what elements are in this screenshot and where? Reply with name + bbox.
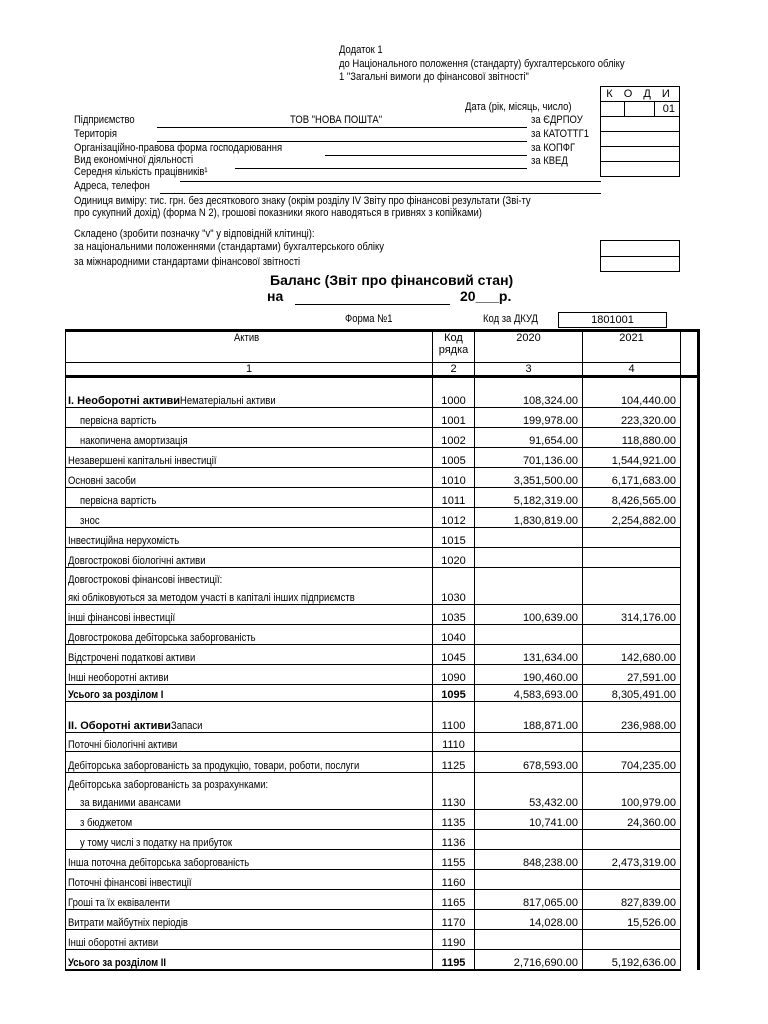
row-value-2021[interactable]: 5,192,636.00: [583, 950, 681, 970]
row-value-2021[interactable]: [583, 930, 681, 950]
report-year-label: 20___р.: [460, 288, 512, 304]
header-2021: 2021: [583, 331, 681, 363]
form-label: Форма №1: [345, 313, 393, 325]
table-row: [66, 810, 699, 830]
row-name: Запаси: [170, 720, 203, 732]
row-name: у тому числі з податку на прибуток: [80, 837, 233, 849]
row-value-2020[interactable]: [475, 548, 583, 568]
row-value-2021[interactable]: [583, 625, 681, 645]
row-code: 1195: [433, 950, 475, 970]
table-row: [66, 930, 699, 950]
row-value-2021[interactable]: [583, 568, 681, 605]
row-value-2021[interactable]: [583, 548, 681, 568]
enterprise-underline: [157, 127, 527, 128]
row-value-2020[interactable]: 190,460.00: [475, 665, 583, 685]
row-code: 1155: [433, 850, 475, 870]
row-value-2021[interactable]: [583, 830, 681, 850]
row-value-2020[interactable]: 100,639.00: [475, 605, 583, 625]
report-on-label: на: [267, 288, 284, 304]
codes-box: [600, 86, 680, 177]
international-standards-checkbox[interactable]: [600, 256, 680, 272]
row-code: 1000: [433, 377, 475, 408]
row-code: 1110: [433, 733, 475, 752]
date-year-cell[interactable]: [601, 102, 625, 116]
date-day-cell[interactable]: 01: [662, 103, 675, 115]
balance-table: [65, 329, 700, 971]
row-name: з бюджетом: [80, 817, 133, 829]
row-name: Довгострокові фінансові інвестиції:: [68, 574, 223, 586]
row-value-2021[interactable]: 1,544,921.00: [583, 448, 681, 468]
row-value-2021[interactable]: 2,473,319.00: [583, 850, 681, 870]
table-row: [66, 890, 699, 910]
table-row: [66, 910, 699, 930]
column-numbers-row: [66, 363, 699, 377]
row-value-2021[interactable]: 2,254,882.00: [583, 508, 681, 528]
row-code: 1090: [433, 665, 475, 685]
table-row: [66, 733, 699, 752]
row-value-2020[interactable]: [475, 733, 583, 752]
employees-label: Середня кількість працівників¹: [74, 166, 208, 178]
activity-label: Вид економічної діяльності: [74, 154, 194, 166]
row-code: 1136: [433, 830, 475, 850]
col-num-2: 2: [433, 363, 475, 377]
row-name: Інші оборотні активи: [68, 937, 159, 949]
row-value-2020[interactable]: 848,238.00: [475, 850, 583, 870]
table-row: [66, 548, 699, 568]
kopfg-label: за КОПФГ: [531, 142, 576, 154]
header-2020: 2020: [475, 331, 583, 363]
section-2-title: II. Оборотні активи: [68, 720, 171, 732]
address-label: Адреса, телефон: [74, 180, 150, 192]
row-code: 1130: [433, 773, 475, 810]
row-value-2021[interactable]: [583, 870, 681, 890]
row-name: накопичена амортизація: [80, 435, 188, 447]
row-value-2020[interactable]: 5,182,319.00: [475, 488, 583, 508]
row-name: знос: [80, 515, 100, 527]
row-value-2020[interactable]: [475, 870, 583, 890]
col-num-1: 1: [66, 363, 433, 377]
row-code: 1002: [433, 428, 475, 448]
table-row: [66, 428, 699, 448]
row-code: 1170: [433, 910, 475, 930]
table-row: [66, 568, 699, 605]
kved-label: за КВЕД: [531, 155, 568, 167]
dkud-value: 1801001: [558, 312, 667, 328]
row-value-2021[interactable]: 100,979.00: [583, 773, 681, 810]
table-header-row: [66, 331, 699, 363]
row-value-2020[interactable]: 817,065.00: [475, 890, 583, 910]
row-value-2021[interactable]: 236,988.00: [583, 702, 681, 733]
row-value-2020[interactable]: 1,830,819.00: [475, 508, 583, 528]
row-name: Поточні біологічні активи: [68, 739, 178, 751]
row-value-2021[interactable]: [583, 733, 681, 752]
row-value-2020[interactable]: [475, 568, 583, 605]
national-standards-checkbox[interactable]: [600, 240, 680, 257]
row-value-2020[interactable]: 701,136.00: [475, 448, 583, 468]
table-row: [66, 508, 699, 528]
row-code: 1015: [433, 528, 475, 548]
codes-title: К О Д И: [600, 86, 680, 101]
row-subname: за виданими авансами: [80, 797, 181, 809]
row-name: первісна вартість: [80, 495, 157, 507]
row-value-2021[interactable]: [583, 528, 681, 548]
date-cells: [600, 101, 680, 116]
row-code: 1020: [433, 548, 475, 568]
compiled-national-label: за національними положеннями (стандартами) бухгалтерського обліку: [74, 241, 384, 253]
row-value-2021[interactable]: 118,880.00: [583, 428, 681, 448]
appendix-line-2: до Національного положення (стандарту) бухгалтерського обліку: [339, 58, 625, 70]
row-subname: які обліковуються за методом участі в капіталі інших підприємств: [68, 592, 355, 604]
row-value-2021[interactable]: 6,171,683.00: [583, 468, 681, 488]
row-code: 1125: [433, 752, 475, 773]
row-name: Інші необоротні активи: [68, 672, 169, 684]
legal-form-label: Організаційно-правова форма господарювання: [74, 142, 283, 154]
employees-underline[interactable]: [180, 181, 601, 182]
territory-label: Територія: [74, 128, 118, 140]
enterprise-label: Підприємство: [74, 114, 135, 126]
row-value-2020[interactable]: 4,583,693.00: [475, 685, 583, 702]
report-title: Баланс (Звіт про фінансовий стан): [270, 272, 514, 288]
table-row: [66, 625, 699, 645]
row-value-2021[interactable]: 223,320.00: [583, 408, 681, 428]
row-value-2020[interactable]: [475, 625, 583, 645]
section-2-total-row: [66, 950, 699, 970]
row-value-2020[interactable]: 2,716,690.00: [475, 950, 583, 970]
row-name: інші фінансові інвестиції: [68, 612, 176, 624]
row-name: Інша поточна дебіторська заборгованість: [68, 857, 250, 869]
row-value-2021[interactable]: 704,235.00: [583, 752, 681, 773]
row-name: Усього за розділом II: [68, 956, 167, 969]
row-value-2020[interactable]: 3,351,500.00: [475, 468, 583, 488]
row-code: 1010: [433, 468, 475, 488]
row-name: Усього за розділом I: [68, 689, 164, 701]
table-row: [66, 468, 699, 488]
row-value-2021[interactable]: 24,360.00: [583, 810, 681, 830]
appendix-line-1: Додаток 1: [339, 44, 383, 56]
date-month-cell[interactable]: [625, 102, 655, 116]
table-row: [66, 377, 699, 408]
row-code: 1095: [433, 685, 475, 702]
row-name: первісна вартість: [80, 415, 157, 427]
row-code: 1040: [433, 625, 475, 645]
row-value-2021[interactable]: 827,839.00: [583, 890, 681, 910]
row-code: 1135: [433, 810, 475, 830]
edrpou-code-cell[interactable]: [600, 116, 680, 131]
address-underline[interactable]: [160, 193, 601, 194]
row-value-2021[interactable]: 8,426,565.00: [583, 488, 681, 508]
compiled-title: Складено (зробити позначку "v" у відповідній клітинці):: [74, 228, 315, 240]
row-value-2020[interactable]: 53,432.00: [475, 773, 583, 810]
row-name: Незавершені капітальні інвестиції: [68, 455, 217, 467]
row-value-2020[interactable]: 14,028.00: [475, 910, 583, 930]
row-code: 1100: [433, 702, 475, 733]
row-value-2021[interactable]: 15,526.00: [583, 910, 681, 930]
table-row: [66, 448, 699, 468]
row-code: 1035: [433, 605, 475, 625]
row-value-2021[interactable]: 8,305,491.00: [583, 685, 681, 702]
legal-form-underline[interactable]: [325, 155, 527, 156]
table-row: [66, 408, 699, 428]
table-row: [66, 850, 699, 870]
row-value-2021[interactable]: 27,591.00: [583, 665, 681, 685]
row-value-2020[interactable]: 108,324.00: [475, 377, 583, 408]
row-name: Інвестиційна нерухомість: [68, 535, 180, 547]
dkud-label: Код за ДКУД: [483, 313, 538, 325]
row-name: Довгострокові біологічні активи: [68, 555, 206, 567]
row-value-2020[interactable]: 131,634.00: [475, 645, 583, 665]
row-value-2021[interactable]: 142,680.00: [583, 645, 681, 665]
katottg-code-cell[interactable]: [600, 131, 680, 146]
table-row: [66, 830, 699, 850]
row-name: Витрати майбутніх періодів: [68, 917, 188, 929]
section-1-total-row: [66, 685, 699, 702]
report-date-underline[interactable]: [295, 304, 450, 305]
row-name: Дебіторська заборгованість за продукцію, товари, роботи, послуги: [68, 760, 360, 772]
compiled-international-label: за міжнародними стандартами фінансової звітності: [74, 256, 301, 268]
table-row: [66, 645, 699, 665]
row-code: 1045: [433, 645, 475, 665]
header-code: Код рядка: [433, 331, 475, 363]
row-name: Поточні фінансові інвестиції: [68, 877, 192, 889]
row-code: 1160: [433, 870, 475, 890]
row-value-2020[interactable]: [475, 528, 583, 548]
edrpou-label: за ЄДРПОУ: [531, 114, 583, 126]
row-code: 1030: [433, 568, 475, 605]
row-name: Основні засоби: [68, 475, 136, 487]
row-name: Відстрочені податкові активи: [68, 652, 196, 664]
row-name: Дебіторська заборгованість за розрахунками:: [68, 779, 269, 791]
row-code: 1165: [433, 890, 475, 910]
table-row: [66, 605, 699, 625]
row-value-2020[interactable]: 188,871.00: [475, 702, 583, 733]
kved-code-cell[interactable]: [600, 161, 680, 177]
table-row: [66, 665, 699, 685]
enterprise-value[interactable]: ТОВ "НОВА ПОШТА": [290, 114, 383, 126]
row-value-2020[interactable]: 10,741.00: [475, 810, 583, 830]
col-num-3: 3: [475, 363, 583, 377]
col-num-4: 4: [583, 363, 681, 377]
row-name: Гроші та їх еквіваленти: [68, 897, 170, 909]
row-code: 1001: [433, 408, 475, 428]
row-value-2020[interactable]: [475, 930, 583, 950]
row-code: 1012: [433, 508, 475, 528]
row-name: Нематеріальні активи: [180, 395, 276, 407]
activity-underline[interactable]: [235, 168, 527, 169]
table-row: [66, 702, 699, 733]
row-value-2021[interactable]: 314,176.00: [583, 605, 681, 625]
kopfg-code-cell[interactable]: [600, 146, 680, 161]
date-label: Дата (рік, місяць, число): [465, 101, 572, 113]
row-value-2020[interactable]: [475, 830, 583, 850]
row-code: 1005: [433, 448, 475, 468]
table-row: [66, 870, 699, 890]
header-asset: Актив: [66, 331, 433, 363]
units-line-2: про сукупний дохід) (форма N 2), грошові показники якого наводяться в гривнях з копійками): [74, 207, 482, 219]
row-code: 1190: [433, 930, 475, 950]
units-line-1: Одиниця виміру: тис. грн. без десяткового знаку (окрім розділу IV Звіту про фінансові результати (Звi-ту: [74, 195, 531, 207]
table-row: [66, 488, 699, 508]
appendix-line-3: 1 "Загальні вимоги до фінансової звітності": [339, 71, 529, 83]
row-code: 1011: [433, 488, 475, 508]
table-row: [66, 773, 699, 810]
section-1-title: I. Необоротні активи: [68, 395, 181, 407]
row-value-2020[interactable]: 199,978.00: [475, 408, 583, 428]
katottg-label: за КАТОТТГ1: [531, 128, 589, 140]
table-row: [66, 528, 699, 548]
row-value-2020[interactable]: 91,654.00: [475, 428, 583, 448]
table-row: [66, 752, 699, 773]
row-value-2021[interactable]: 104,440.00: [583, 377, 681, 408]
row-value-2020[interactable]: 678,593.00: [475, 752, 583, 773]
row-name: Довгострокова дебіторська заборгованість: [68, 632, 256, 644]
